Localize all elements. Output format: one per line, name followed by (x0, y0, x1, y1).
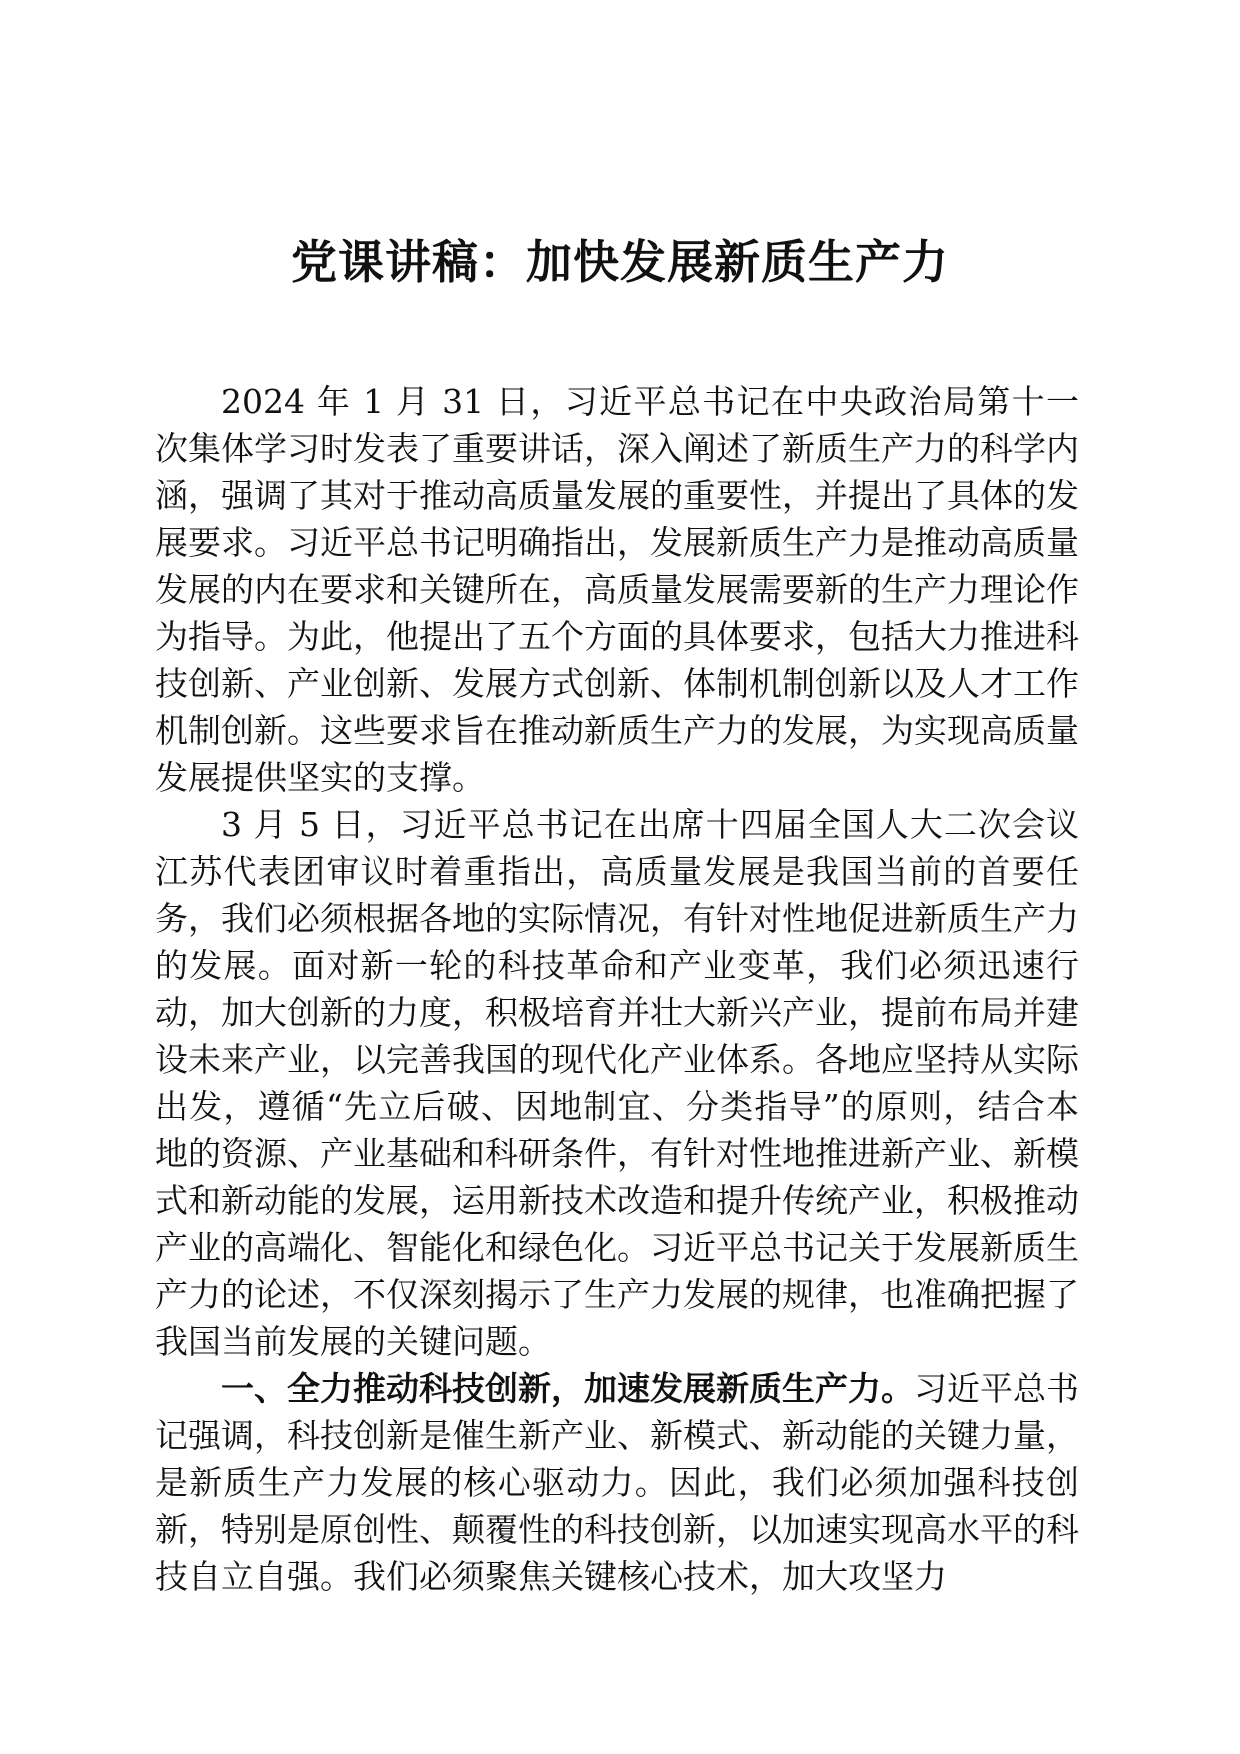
paragraph-1: 2024 年 1 月 31 日，习近平总书记在中央政治局第十一次集体学习时发表了重要讲话，深入阐述了新质生产力的科学内涵，强调了其对于推动高质量发展的重要性，并提出了具体的发展要求。习近平总书记明确指出，发展新质生产力是推动高质量发展的内在要求和关键所在，高质量发展需要新的生产力理论作为指导。为此，他提出了五个方面的具体要求，包括大力推进科技创新、产业创新、发展方式创新、体制机制创新以及人才工作机制创新。这些要求旨在推动新质生产力的发展，为实现高质量发展提供坚实的支撑。 (155, 382, 1079, 797)
document-body (155, 378, 1079, 1600)
section-text-1: 习近平总书记强调，科技创新是催生新产业、新模式、新动能的关键力量，是新质生产力发展的核心驱动力。因此，我们必须加强科技创新，特别是原创性、颠覆性的科技创新，以加速实现高水平的科技自立自强。我们必须聚焦关键核心技术，加大攻坚力 (155, 1369, 1079, 1596)
paragraph-section-1 (155, 1365, 1079, 1600)
document-title: 党课讲稿：加快发展新质生产力 (291, 235, 949, 289)
paragraph-2: 3 月 5 日，习近平总书记在出席十四届全国人大二次会议江苏代表团审议时着重指出，高质量发展是我国当前的首要任务，我们必须根据各地的实际情况，有针对性地促进新质生产力的发展。面对新一轮的科技革命和产业变革，我们必须迅速行动，加大创新的力度，积极培育并壮大新兴产业，提前布局并建设未来产业，以完善我国的现代化产业体系。各地应坚持从实际出发，遵循“先立后破、因地制宜、分类指导”的原则，结合本地的资源、产业基础和科研条件，有针对性地推进新产业、新模式和新动能的发展，运用新技术改造和提升传统产业，积极推动产业的高端化、智能化和绿色化。习近平总书记关于发展新质生产力的论述，不仅深刻揭示了生产力发展的规律，也准确把握了我国当前发展的关键问题。 (155, 805, 1079, 1361)
section-heading-1: 一、全力推动科技创新，加速发展新质生产力。 (221, 1369, 914, 1408)
